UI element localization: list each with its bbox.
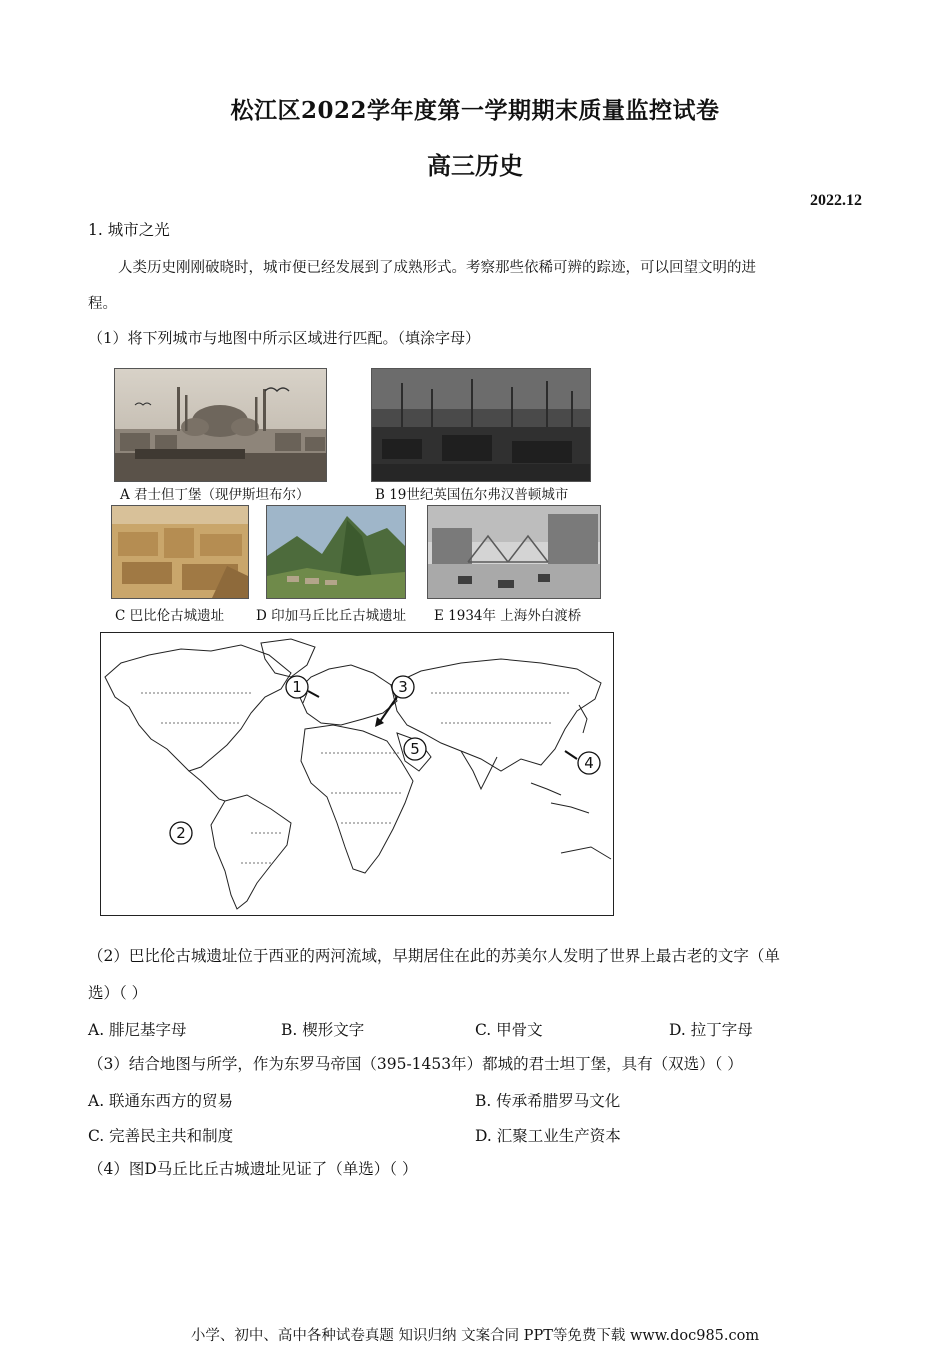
question-heading: 1. 城市之光 <box>88 221 170 239</box>
map-marker-5 <box>404 738 426 760</box>
q2-option-b[interactable]: B. 楔形文字 <box>281 1021 365 1039</box>
intro-line-1: 人类历史刚刚破晓时，城市便已经发展到了成熟形式。考察那些依稀可辨的踪迹，可以回望文明的进 <box>118 260 756 276</box>
africa-outline <box>301 725 413 873</box>
svg-text:2: 2 <box>176 824 186 842</box>
exam-date: 2022.12 <box>810 192 862 209</box>
map-marker-2 <box>170 822 192 844</box>
photo-garden-bridge <box>427 505 601 599</box>
world-map <box>100 632 614 916</box>
q3-option-a[interactable]: A. 联通东西方的贸易 <box>88 1092 234 1110</box>
q2-option-c[interactable]: C. 甲骨文 <box>475 1021 543 1039</box>
q2-option-a[interactable]: A. 腓尼基字母 <box>88 1021 187 1039</box>
photo-machu-picchu <box>266 505 406 599</box>
q3-option-b[interactable]: B. 传承希腊罗马文化 <box>475 1092 621 1110</box>
subquestion-1: （1）将下列城市与地图中所示区域进行匹配。（填涂字母） <box>88 329 481 347</box>
photo-caption-d: D 印加马丘比丘古城遗址 <box>256 608 407 624</box>
map-marker-1 <box>286 676 319 698</box>
q3-option-d[interactable]: D. 汇聚工业生产资本 <box>475 1127 621 1145</box>
photo-babylon <box>111 505 249 599</box>
subquestion-4: （4）图D马丘比丘古城遗址见证了（单选）（ ） <box>88 1160 418 1178</box>
photo-caption-a: A 君士但丁堡（现伊斯坦布尔） <box>120 487 310 503</box>
subquestion-3: （3）结合地图与所学，作为东罗马帝国（395-1453年）都城的君士坦丁堡，具有（双选）（ ） <box>88 1055 743 1073</box>
photo-caption-c: C 巴比伦古城遗址 <box>115 608 225 624</box>
exam-title: 松江区2022学年度第一学期期末质量监控试卷 <box>230 97 720 124</box>
photo-constantinople <box>114 368 327 482</box>
photo-caption-b: B 19世纪英国伍尔弗汉普顿城市 <box>375 487 569 503</box>
photo-caption-e: E 1934年 上海外白渡桥 <box>434 608 582 624</box>
subquestion-2-line-1: （2）巴比伦古城遗址位于西亚的两河流域，早期居住在此的苏美尔人发明了世界上最古老的文字（单 <box>88 947 780 965</box>
north-america-outline <box>105 645 291 771</box>
page-footer: 小学、初中、高中各种试卷真题 知识归纳 文案合同 PPT等免费下载 www.doc985.com <box>190 1328 760 1344</box>
svg-text:5: 5 <box>410 740 420 758</box>
svg-text:3: 3 <box>398 678 408 696</box>
svg-text:1: 1 <box>292 678 302 696</box>
q2-option-d[interactable]: D. 拉丁字母 <box>669 1021 753 1039</box>
europe-outline <box>297 665 397 725</box>
q3-option-c[interactable]: C. 完善民主共和制度 <box>88 1127 234 1145</box>
svg-text:4: 4 <box>584 754 594 772</box>
exam-subtitle: 高三历史 <box>427 151 523 180</box>
subquestion-2-line-2: 选）（ ） <box>88 984 148 1002</box>
south-america-outline <box>211 795 291 909</box>
map-marker-3 <box>375 676 414 727</box>
intro-line-2: 程。 <box>88 296 117 312</box>
photo-wolverhampton <box>371 368 591 482</box>
map-marker-4 <box>565 751 600 774</box>
